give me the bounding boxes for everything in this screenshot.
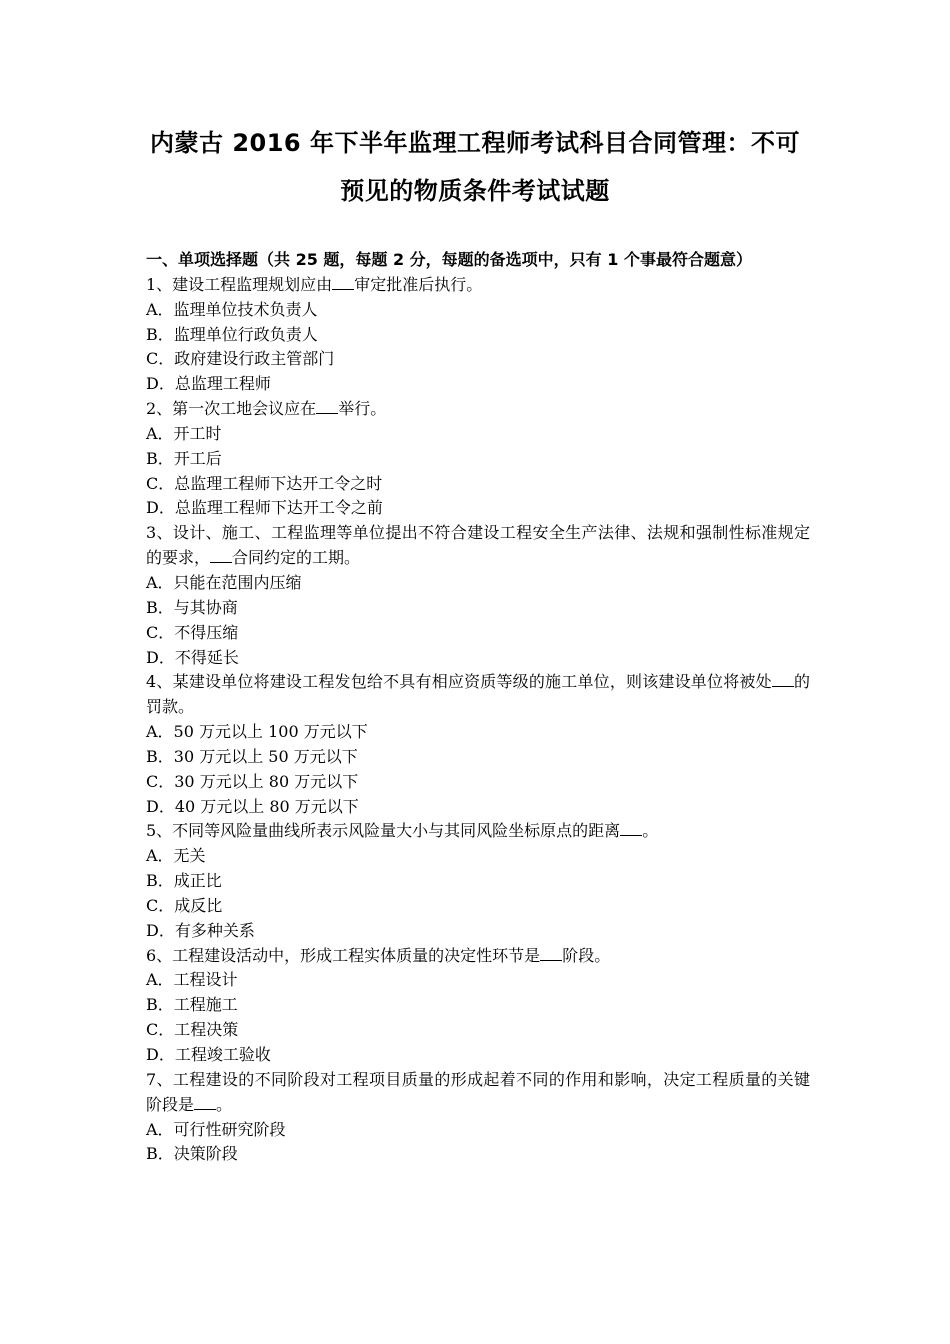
- question-stem-text: 3、设计、施工、工程监理等单位提出不符合建设工程安全生产法律、法规和强制性标准规定的要求，: [146, 523, 810, 568]
- answer-blank: [194, 1095, 216, 1110]
- option-a: A．50 万元以上 100 万元以下: [146, 722, 368, 742]
- question-stem: [146, 670, 810, 720]
- option-a: A．监理单位技术负责人: [146, 299, 318, 319]
- question-stem-text: 。: [642, 821, 659, 841]
- option-c: C．工程决策: [146, 1020, 239, 1040]
- question-stem-text: 。: [216, 1094, 233, 1114]
- option-a: A．无关: [146, 846, 206, 866]
- option-b: B．与其协商: [146, 597, 238, 617]
- question-stem-text: 5、不同等风险量曲线所表示风险量大小与其同风险坐标原点的距离: [146, 821, 621, 841]
- option-d: D．有多种关系: [146, 920, 255, 940]
- question-stem-text: 7、工程建设的不同阶段对工程项目质量的形成起着不同的作用和影响，决定工程质量的关键阶段是: [146, 1069, 810, 1114]
- option-c: C．不得压缩: [146, 622, 239, 642]
- question-2: [146, 397, 810, 521]
- option-b: B．决策阶段: [146, 1144, 238, 1164]
- question-stem-text: 1、建设工程监理规划应由: [146, 274, 333, 294]
- answer-blank: [772, 672, 794, 687]
- question-stem-text: 6、工程建设活动中，形成工程实体质量的决定性环节是: [146, 945, 541, 965]
- question-1: [146, 273, 810, 397]
- option-d: D．不得延长: [146, 647, 239, 667]
- question-stem-text: 举行。: [338, 399, 387, 419]
- option-c: C．成反比: [146, 895, 223, 915]
- option-d: D．总监理工程师下达开工令之前: [146, 498, 383, 518]
- question-3: [146, 521, 810, 670]
- question-7: [146, 1068, 810, 1167]
- option-c: C．30 万元以上 80 万元以下: [146, 771, 359, 791]
- answer-blank: [332, 275, 354, 290]
- option-b: B．开工后: [146, 448, 222, 468]
- option-a: A．可行性研究阶段: [146, 1119, 286, 1139]
- answer-blank: [316, 399, 338, 414]
- question-stem-text: 阶段。: [562, 945, 611, 965]
- option-b: B．工程施工: [146, 995, 238, 1015]
- question-4: [146, 670, 810, 819]
- question-stem: [146, 944, 810, 969]
- option-b: B．监理单位行政负责人: [146, 324, 318, 344]
- option-b: B．30 万元以上 50 万元以下: [146, 746, 358, 766]
- option-b: B．成正比: [146, 871, 222, 891]
- option-c: C．政府建设行政主管部门: [146, 349, 335, 369]
- document-body: [146, 248, 810, 1167]
- question-stem: [146, 819, 810, 844]
- question-5: [146, 819, 810, 943]
- question-stem-text: 2、第一次工地会议应在: [146, 399, 317, 419]
- question-stem-text: 合同约定的工期。: [232, 548, 361, 568]
- question-stem-text: 4、某建设单位将建设工程发包给不具有相应资质等级的施工单位，则该建设单位将被处: [146, 672, 772, 692]
- question-stem: [146, 521, 810, 571]
- option-d: D．工程竣工验收: [146, 1045, 271, 1064]
- section-heading: 一、单项选择题（共 25 题，每题 2 分，每题的备选项中，只有 1 个事最符合题意）: [146, 250, 752, 269]
- option-a: A．工程设计: [146, 970, 238, 990]
- document-title-line-2: 预见的物质条件考试试题: [340, 177, 610, 205]
- option-c: C．总监理工程师下达开工令之时: [146, 473, 383, 493]
- option-d: D．40 万元以上 80 万元以下: [146, 796, 359, 816]
- answer-blank: [210, 548, 232, 563]
- question-stem: [146, 397, 810, 422]
- question-stem: [146, 1068, 810, 1118]
- option-d: D．总监理工程师: [146, 374, 271, 394]
- option-a: A．开工时: [146, 423, 222, 443]
- question-stem-text: 审定批准后执行。: [354, 274, 483, 294]
- question-stem: [146, 273, 810, 298]
- option-a: A．只能在范围内压缩: [146, 572, 302, 592]
- answer-blank: [620, 821, 642, 836]
- document-title-line-1: 内蒙古 2016 年下半年监理工程师考试科目合同管理：不可: [149, 129, 800, 157]
- question-stem-text: 的罚款。: [146, 672, 810, 717]
- answer-blank: [540, 946, 562, 961]
- question-6: [146, 944, 810, 1068]
